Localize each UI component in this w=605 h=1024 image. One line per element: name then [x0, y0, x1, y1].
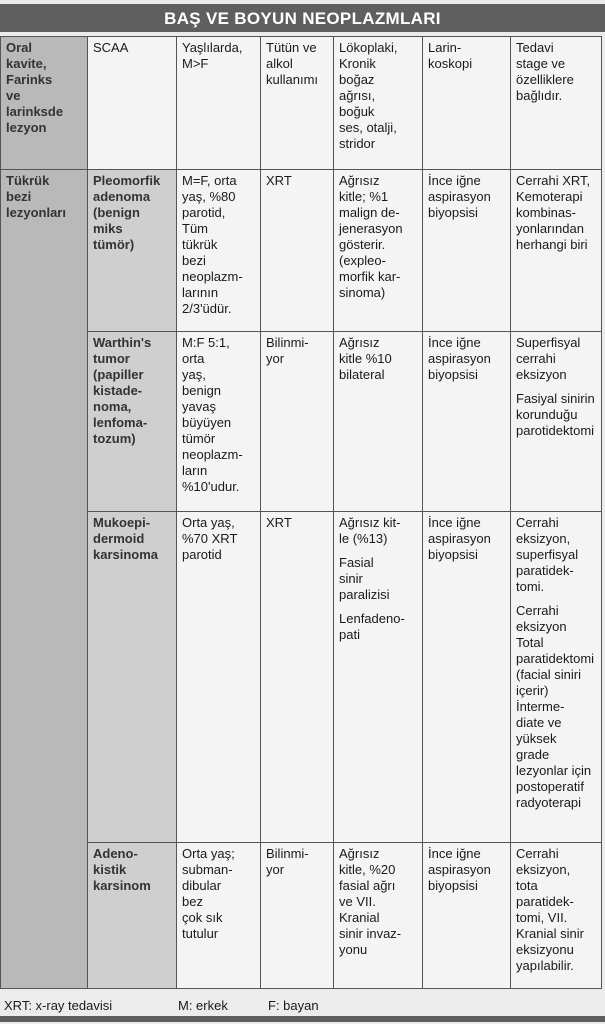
diagnosis-text: Larin- koskopi	[428, 40, 473, 71]
treatment-text-2: Cerrahi eksizyon Total paratidektomi (facial siniri içerir) İnterme- diate ve yüksek grade lezyonlar için postoperatif radyoterapi	[516, 603, 595, 810]
diagnosis-text: İnce iğne aspirasyon biyopsisi	[428, 335, 491, 382]
type-cell	[88, 170, 177, 332]
type-label: Mukoepi- dermoid karsinoma	[93, 515, 159, 562]
table-row	[1, 170, 602, 332]
demographics-text: M=F, orta yaş, %80 parotid, Tüm tükrük bezi neoplazm- larının 2/3'üdür.	[182, 173, 243, 316]
legend-xrt: XRT: x-ray tedavisi	[4, 998, 113, 1013]
page-title: BAŞ VE BOYUN NEOPLAZMLARI	[0, 4, 605, 32]
diagnosis-cell	[423, 512, 511, 843]
type-label: Warthin's tumor (papiller kistade- noma, lenfoma- tozum)	[93, 335, 152, 446]
treatment-text: Cerrahi eksizyon, superfisyal paratidek- tomi.	[516, 515, 579, 594]
type-label: Pleomorfik adenoma (benign miks tümör)	[93, 173, 161, 252]
diagnosis-text: İnce iğne aspirasyon biyopsisi	[428, 173, 491, 220]
etiology-text: Bilinmi- yor	[266, 846, 309, 877]
diagnosis-cell	[423, 37, 511, 170]
treatment-cell	[511, 843, 602, 989]
diagnosis-cell	[423, 843, 511, 989]
symptoms-cell	[334, 512, 423, 843]
neoplasm-table	[0, 36, 602, 989]
table-row	[1, 512, 602, 843]
legend-f: F: bayan	[268, 998, 319, 1013]
type-cell	[88, 843, 177, 989]
category-cell	[1, 170, 88, 989]
symptoms-text: Ağrısız kitle %10 bilateral	[339, 335, 392, 382]
treatment-cell	[511, 170, 602, 332]
diagnosis-cell	[423, 170, 511, 332]
etiology-cell	[261, 332, 334, 512]
symptoms-text: Ağrısız kit- le (%13)	[339, 515, 401, 546]
demographics-text: M:F 5:1, orta yaş, benign yavaş büyüyen tümör neoplazm- ların %10'udur.	[182, 335, 243, 494]
demographics-cell	[177, 37, 261, 170]
type-cell	[88, 37, 177, 170]
treatment-text: Cerrahi XRT, Kemoterapi kombinas- yonlarından herhangi biri	[516, 173, 591, 252]
treatment-text: Superfisyal cerrahi eksizyon	[516, 335, 581, 382]
treatment-cell	[511, 332, 602, 512]
category-label: Oral kavite, Farinks ve larinksde lezyon	[6, 40, 64, 135]
etiology-cell	[261, 843, 334, 989]
category-label: Tükrük bezi lezyonları	[6, 173, 66, 220]
treatment-cell	[511, 37, 602, 170]
diagnosis-cell	[423, 332, 511, 512]
etiology-text: Tütün ve alkol kullanımı	[266, 40, 319, 87]
symptoms-text-3: Lenfadeno- pati	[339, 611, 405, 642]
demographics-cell	[177, 332, 261, 512]
symptoms-text: Lökoplaki, Kronik boğaz ağrısı, boğuk ses, otalji, stridor	[339, 40, 398, 151]
symptoms-text-2: Fasial sinir paralizisi	[339, 555, 390, 602]
etiology-text: Bilinmi- yor	[266, 335, 309, 366]
symptoms-text: Ağrısız kitle; %1 malign de- jenerasyon gösterir. (expleo- morfik kar- sinoma)	[339, 173, 403, 300]
type-cell	[88, 332, 177, 512]
demographics-cell	[177, 512, 261, 843]
type-label: SCAA	[93, 40, 129, 55]
symptoms-cell	[334, 332, 423, 512]
treatment-text-2: Fasiyal sinirin korunduğu parotidektomi	[516, 391, 595, 438]
etiology-cell	[261, 170, 334, 332]
treatment-text: Tedavi stage ve özelliklere bağlıdır.	[516, 40, 574, 103]
table-row	[1, 843, 602, 989]
etiology-text: XRT	[266, 515, 292, 530]
legend-m: M: erkek	[178, 998, 228, 1013]
demographics-text: Yaşlılarda, M>F	[182, 40, 243, 71]
table-row	[1, 332, 602, 512]
symptoms-cell	[334, 843, 423, 989]
treatment-cell	[511, 512, 602, 843]
demographics-cell	[177, 843, 261, 989]
treatment-text: Cerrahi eksizyon, tota paratidek- tomi, VII. Kranial sinir eksizyonu yapılabilir.	[516, 846, 584, 973]
type-cell	[88, 512, 177, 843]
etiology-cell	[261, 37, 334, 170]
footer-legend	[0, 996, 605, 1016]
category-cell	[1, 37, 88, 170]
demographics-cell	[177, 170, 261, 332]
table-row	[1, 37, 602, 170]
diagnosis-text: İnce iğne aspirasyon biyopsisi	[428, 846, 491, 893]
demographics-text: Orta yaş, %70 XRT parotid	[182, 515, 238, 562]
type-label: Adeno- kistik karsinom	[93, 846, 151, 893]
diagnosis-text: İnce iğne aspirasyon biyopsisi	[428, 515, 491, 562]
symptoms-cell	[334, 37, 423, 170]
symptoms-text: Ağrısız kitle, %20 fasial ağrı ve VII. Kranial sinir invaz- yonu	[339, 846, 402, 957]
demographics-text: Orta yaş; subman- dibular bez çok sık tutulur	[182, 846, 235, 941]
etiology-cell	[261, 512, 334, 843]
etiology-text: XRT	[266, 173, 292, 188]
symptoms-cell	[334, 170, 423, 332]
footer-rule	[0, 1016, 605, 1022]
